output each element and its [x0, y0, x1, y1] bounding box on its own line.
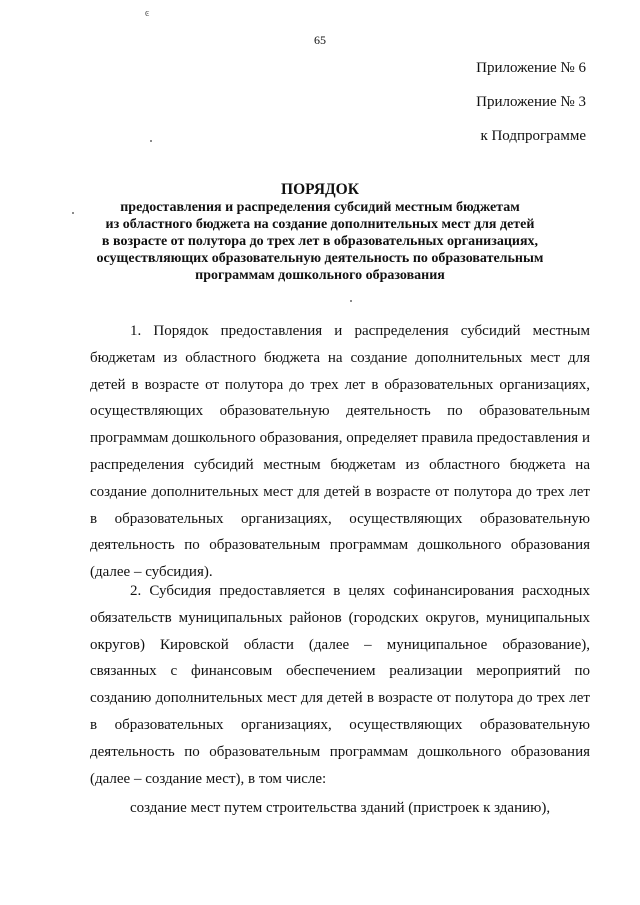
appendix-line-2: Приложение № 3 [476, 94, 586, 110]
appendix-line-1: Приложение № 6 [476, 60, 586, 76]
scan-speck [350, 300, 352, 302]
subtitle-line: предоставления и распределения субсидий местным бюджетам [120, 200, 520, 215]
paragraph-1: 1. Порядок предоставления и распределения субсидий местным бюджетам из областного бюджета на создание дополнительных мест для детей в возрасте от полутора до трех лет в образовательных организациях, осуществляющих образовательную деятельность по образовательным программам дошкольного образования, определяет правила предоставления и распределения субсидий местным бюджетам из областного бюджета на создание дополнительных мест для детей в возрасте от полутора до трех лет в образовательных организациях, осуществляющих образовательную деятельность по образовательным программам дошкольного образования (далее – субсидия). [90, 323, 590, 581]
subtitle-line: из областного бюджета на создание дополнительных мест для детей [105, 217, 535, 232]
subtitle-line: осуществляющих образовательную деятельность по образовательным [96, 251, 544, 266]
document-title: ПОРЯДОК [281, 181, 359, 198]
paragraph-3: создание мест путем строительства зданий (пристроек к зданию), [130, 800, 551, 816]
page-number: 65 [314, 33, 326, 47]
subtitle-line: программам дошкольного образования [195, 268, 445, 283]
appendix-line-3: к Подпрограмме [480, 128, 586, 144]
scan-speck [150, 140, 152, 142]
paragraph-1-block [90, 318, 590, 586]
scan-mark: ͼ [145, 8, 150, 19]
paragraph-3-block [90, 795, 590, 822]
document-subtitle [60, 199, 580, 284]
paragraph-2-block [90, 578, 590, 792]
subtitle-line: в возрасте от полутора до трех лет в образовательных организациях, [101, 234, 539, 249]
paragraph-2: 2. Субсидия предоставляется в целях софинансирования расходных обязательств муниципальных районов (городских округов, муниципальных округов) Кировской области (далее – муниципальное образование), связанных с финансовым обеспечением реализации мероприятий по созданию дополнительных мест для детей в возрасте от полутора до трех лет в образовательных организациях, осуществляющих образовательную деятельность по образовательным программам дошкольного образования (далее – создание мест), в том числе: [90, 583, 590, 787]
